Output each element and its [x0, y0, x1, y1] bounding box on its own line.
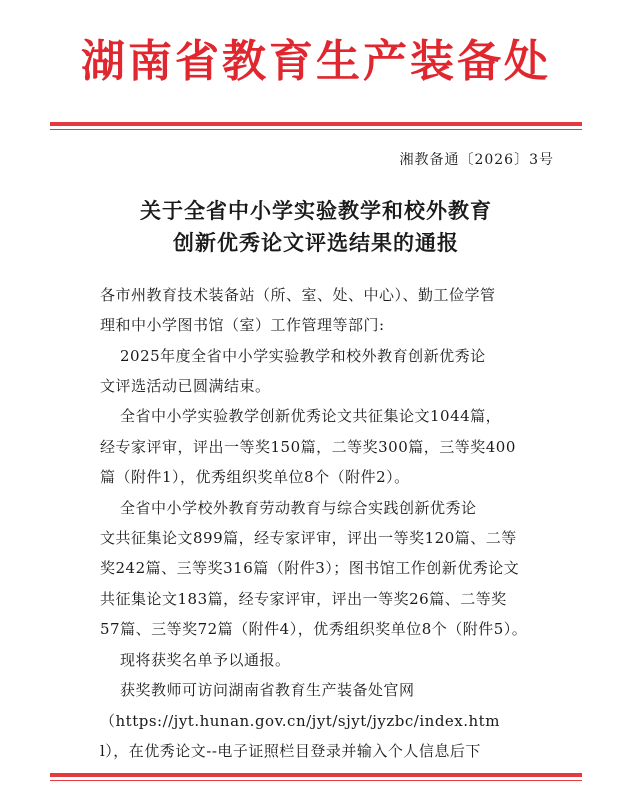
footer-rule-thick — [50, 773, 582, 777]
body-line: 理和中小学图书馆（室）工作管理等部门: — [100, 316, 385, 334]
body-line: 获奖教师可访问湖南省教育生产装备处官网 — [120, 681, 415, 699]
body-line: （https://jyt.hunan.gov.cn/jyt/sjyt/jyzbc/index.htm — [100, 712, 500, 730]
header-rule-thin — [50, 129, 582, 130]
body-line: 篇（附件1），优秀组织奖单位8个（附件2）。 — [100, 468, 410, 486]
document-title-line-1: 关于全省中小学实验教学和校外教育 — [140, 198, 492, 223]
body-line: 奖242篇、三等奖316篇（附件3）；图书馆工作创新优秀论文 — [100, 559, 520, 577]
body-line: 文评选活动已圆满结束。 — [100, 377, 271, 395]
body-line: 全省中小学实验教学创新优秀论文共征集论文1044篇， — [120, 407, 502, 425]
body-line: 文共征集论文899篇，经专家评审，评出一等奖120篇、二等 — [100, 529, 517, 547]
footer-rule-thin — [50, 780, 582, 781]
body-line: 共征集论文183篇，经专家评审，评出一等奖26篇、二等奖 — [100, 590, 507, 608]
body-line: 57篇、三等奖72篇（附件4），优秀组织奖单位8个（附件5）。 — [100, 620, 528, 638]
header-rule-thick — [50, 122, 582, 126]
body-line: 全省中小学校外教育劳动教育与综合实践创新优秀论 — [120, 499, 477, 517]
document-number: 湘教备通〔2026〕3号 — [399, 152, 554, 168]
masthead-title: 湖南省教育生产装备处 — [81, 36, 551, 87]
document-title-line-2: 创新优秀论文评选结果的通报 — [173, 230, 459, 255]
body-line: 各市州教育技术装备站（所、室、处、中心）、勤工俭学管 — [100, 286, 496, 304]
body-line: 经专家评审，评出一等奖150篇，二等奖300篇，三等奖400 — [100, 438, 516, 456]
body-line: 2025年度全省中小学实验教学和校外教育创新优秀论 — [120, 347, 486, 365]
body-line: l），在优秀论文--电子证照栏目登录并输入个人信息后下 — [100, 742, 481, 760]
body-line: 现将获奖名单予以通报。 — [120, 651, 291, 669]
